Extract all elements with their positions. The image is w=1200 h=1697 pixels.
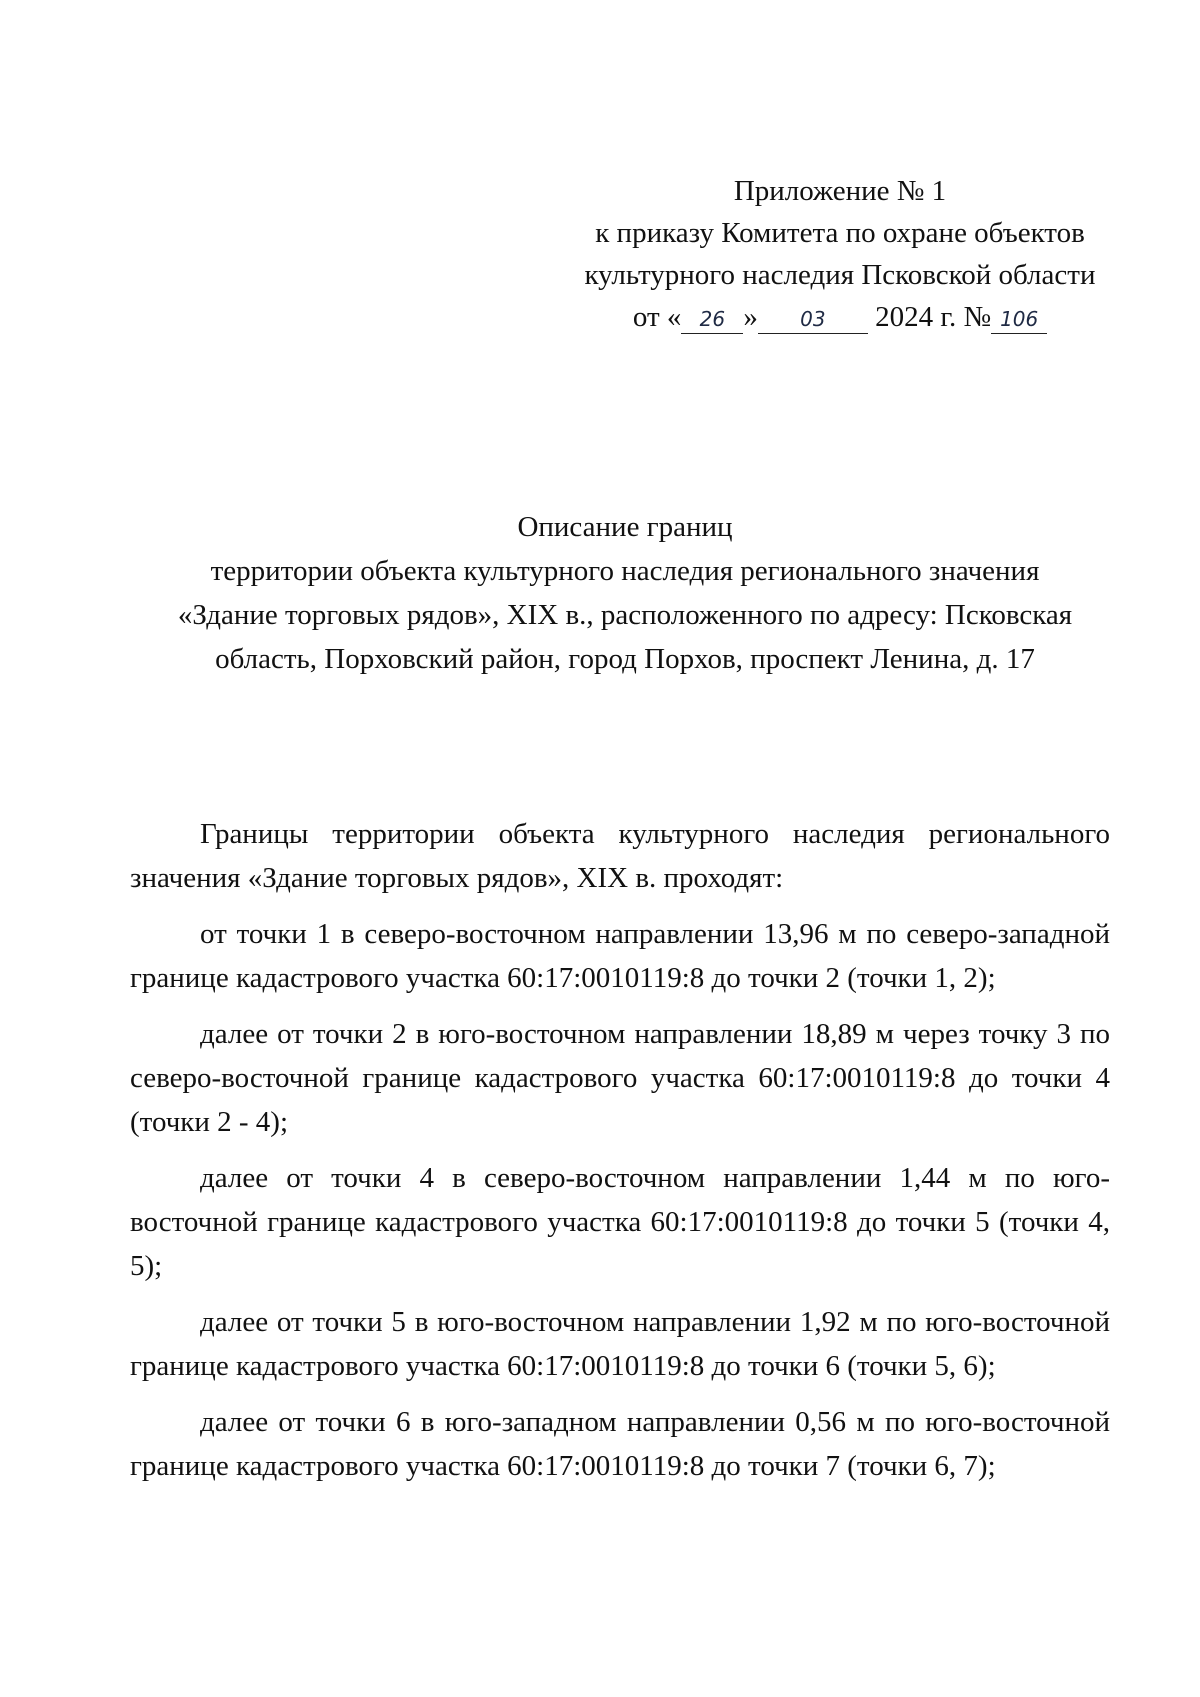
handwritten-order-number: 106 [991, 305, 1047, 334]
boundary-segment-paragraph: далее от точки 5 в юго-восточном направлении 1,92 м по юго-восточной границе кадастрового участка 60:17:0010119:8 до точки 6 (точки 5, 6); [130, 1306, 1110, 1382]
intro-paragraph: Границы территории объекта культурного наследия регионального значения «Здание торговых рядов», XIX в. проходят: [130, 818, 1110, 894]
order-reference: к приказу Комитета по охране объектов [595, 217, 1085, 249]
date-prefix: от « [632, 301, 682, 333]
boundary-segment-paragraph: далее от точки 4 в северо-восточном направлении 1,44 м по юго-восточной границе кадастрового участка 60:17:0010119:8 до точки 5 (точки 4, 5); [130, 1162, 1110, 1282]
date-quote-close: » [743, 301, 758, 333]
order-year: 2024 г. № [875, 301, 992, 333]
appendix-header [560, 170, 1120, 338]
document-title [130, 505, 1120, 681]
appendix-number: Приложение № 1 [733, 175, 947, 207]
committee-name: культурного наследия Псковской области [584, 259, 1096, 291]
title-line-3: «Здание торговых рядов», XIX в., расположенного по адресу: Псковская [177, 599, 1073, 631]
boundary-description [130, 812, 1110, 1500]
boundary-segment-paragraph: от точки 1 в северо-восточном направлении 13,96 м по северо-западной границе кадастрового участка 60:17:0010119:8 до точки 2 (точки 1, 2); [130, 918, 1110, 994]
handwritten-day: 26 [681, 305, 743, 334]
handwritten-month: 03 [758, 305, 868, 334]
title-line-1: Описание границ [517, 511, 733, 543]
boundary-segment-paragraph: далее от точки 6 в юго-западном направлении 0,56 м по юго-восточной границе кадастрового участка 60:17:0010119:8 до точки 7 (точки 6, 7); [130, 1406, 1110, 1482]
title-line-4: область, Порховский район, город Порхов, проспект Ленина, д. 17 [215, 643, 1035, 675]
title-line-2: территории объекта культурного наследия регионального значения [210, 555, 1040, 587]
order-date-line [560, 296, 1120, 338]
boundary-segment-paragraph: далее от точки 2 в юго-восточном направлении 18,89 м через точку 3 по северо-восточной границе кадастрового участка 60:17:0010119:8 до точки 4 (точки 2 - 4); [130, 1018, 1110, 1138]
